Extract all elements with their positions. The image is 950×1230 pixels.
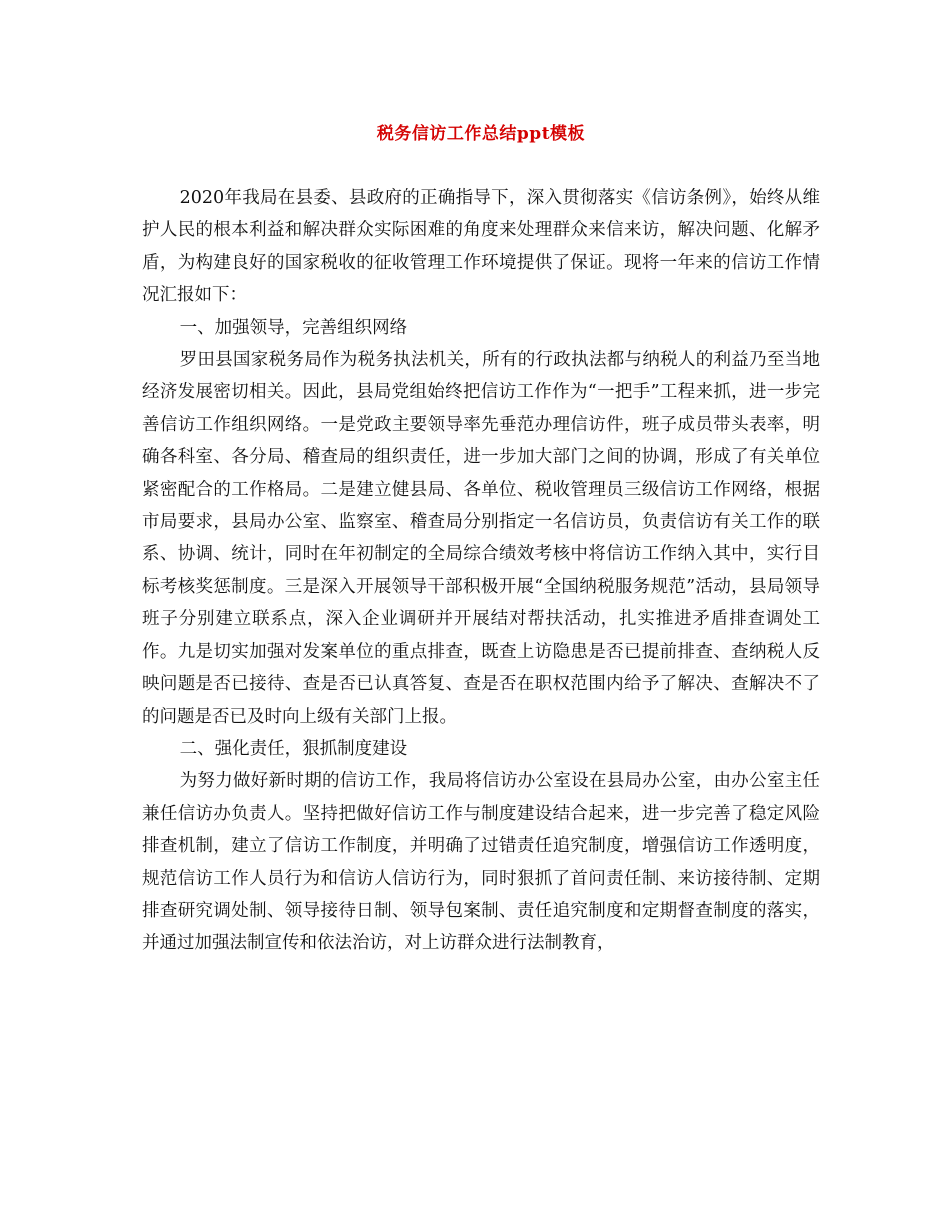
document-body (142, 182, 820, 960)
section-2-paragraph: 为努力做好新时期的信访工作，我局将信访办公室设在县局办公室，由办公室主任兼任信访办负责人。坚持把做好信访工作与制度建设结合起来，进一步完善了稳定风险排查机制，建立了信访工作制度，并明确了过错责任追究制度，增强信访工作透明度，规范信访工作人员行为和信访人信访行为，同时狠抓了首问责任制、来访接待制、定期排查研究调处制、领导接待日制、领导包案制、责任追究制度和定期督查制度的落实，并通过加强法制宣传和依法治访，对上访群众进行法制教育， (142, 771, 820, 954)
section-heading-1: 一、加强领导，完善组织网络 (179, 317, 408, 338)
section-1-paragraph: 罗田县国家税务局作为税务执法机关，所有的行政执法都与纳税人的利益乃至当地经济发展密切相关。因此，县局党组始终把信访工作作为“一把手”工程来抓，进一步完善信访工作组织网络。一是党政主要领导率先垂范办理信访件，班子成员带头表率，明确各科室、各分局、稽查局的组织责任，进一步加大部门之间的协调，形成了有关单位紧密配合的工作格局。二是建立健县局、各单位、税收管理员三级信访工作网络，根据市局要求，县局办公室、监察室、稽查局分别指定一名信访员，负责信访有关工作的联系、协调、统计，同时在年初制定的全局综合绩效考核中将信访工作纳入其中，实行目标考核奖惩制度。三是深入开展领导干部积极开展“全国纳税服务规范”活动，县局领导班子分别建立联系点，深入企业调研并开展结对帮扶活动，扎实推进矛盾排查调处工作。九是切实加强对发案单位的重点排查，既查上访隐患是否已提前排查、查纳税人反映问题是否已接待、查是否已认真答复、查是否在职权范围内给予了解决、查解决不了的问题是否已及时向上级有关部门上报。 (142, 350, 820, 727)
intro-paragraph: 2020年我局在县委、县政府的正确指导下，深入贯彻落实《信访条例》，始终从维护人民的根本利益和解决群众实际困难的角度来处理群众来信来访，解决问题、化解矛盾，为构建良好的国家税收的征收管理工作环境提供了保证。现将一年来的信访工作情况汇报如下： (142, 188, 820, 306)
section-heading-2: 二、强化责任，狠抓制度建设 (179, 738, 408, 759)
document-title: 税务信访工作总结ppt模板 (376, 124, 586, 144)
